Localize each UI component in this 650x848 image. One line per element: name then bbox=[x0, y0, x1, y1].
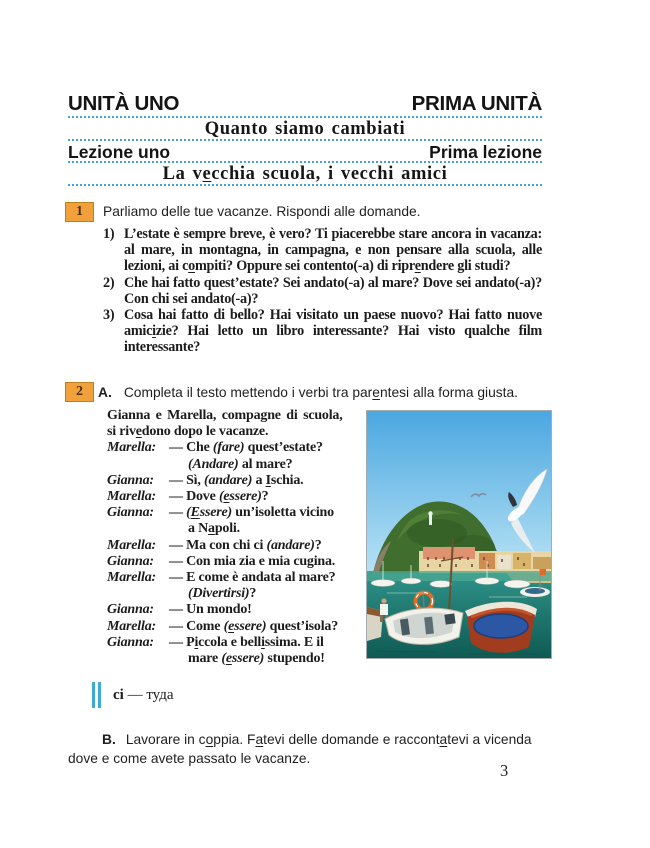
dialogue-line bbox=[169, 554, 363, 570]
text-segment: e bbox=[223, 489, 230, 505]
text-segment: quest’isola? bbox=[266, 618, 339, 634]
dialogue-row bbox=[107, 521, 363, 537]
text-segment: e bbox=[414, 258, 421, 275]
text-segment: La v bbox=[162, 164, 203, 184]
question-number: 2) bbox=[103, 274, 115, 291]
dialogue-line bbox=[169, 440, 363, 456]
text-segment: poli. bbox=[214, 521, 240, 537]
dialogue-line bbox=[169, 570, 363, 586]
text-segment: si riv bbox=[107, 424, 136, 440]
text-segment: quest’estate? bbox=[244, 440, 323, 456]
text-segment: o bbox=[205, 732, 214, 747]
text-segment: al mare? bbox=[238, 456, 293, 472]
text-segment: Cosa hai fatto di bello? Hai visitato un paese nuovo? Hai fatto nuove amic bbox=[124, 307, 542, 340]
text-segment: zie? Hai letto un libro interessante? Hai visto qualche film interessante? bbox=[124, 323, 542, 356]
text-segment: ssere) bbox=[234, 618, 267, 634]
dialogue-row bbox=[107, 586, 363, 602]
text-segment: I bbox=[265, 472, 271, 488]
text-segment: i bbox=[194, 634, 199, 650]
question-text bbox=[124, 307, 542, 356]
dialogue-line bbox=[169, 505, 363, 521]
exercise2b-instruction bbox=[68, 732, 532, 766]
text-segment: Gianna e Marella, compagne di scuola, bbox=[107, 408, 343, 423]
text-segment: (andare) bbox=[203, 472, 253, 488]
dialogue-row bbox=[107, 505, 363, 521]
text-segment: stupendo! bbox=[264, 651, 325, 667]
note-bar-icon bbox=[92, 682, 101, 708]
text-segment: — Dove bbox=[169, 489, 219, 505]
text-segment: a bbox=[255, 732, 264, 747]
rowboat-engine bbox=[444, 613, 455, 624]
note-translation: туда bbox=[146, 686, 174, 703]
text-segment: mare bbox=[188, 651, 222, 667]
exercise-number-badge: 1 bbox=[65, 202, 94, 222]
house bbox=[513, 553, 531, 569]
dialogue-line bbox=[169, 651, 363, 667]
lesson-title-left: Lezione uno bbox=[68, 142, 171, 162]
exercise2a-instruction bbox=[124, 385, 518, 400]
dialogue-line bbox=[169, 457, 363, 473]
text-segment: — Un mondo! bbox=[169, 602, 252, 618]
text-segment: ( bbox=[186, 505, 191, 521]
text-segment: i bbox=[261, 634, 265, 650]
dialogue-line bbox=[169, 489, 363, 505]
text-segment: ( bbox=[223, 618, 229, 634]
exercise2a-instruction-row bbox=[98, 385, 543, 400]
lesson-subtitle bbox=[68, 164, 542, 185]
text-segment: ( bbox=[218, 489, 224, 505]
orange-flag bbox=[540, 569, 546, 575]
vocabulary-note bbox=[92, 682, 174, 708]
dialogue-line bbox=[169, 586, 363, 602]
text-segment: (andare) bbox=[266, 537, 315, 553]
text-segment: Lavorare in c bbox=[125, 732, 206, 747]
question-item bbox=[103, 307, 542, 356]
dotted-divider bbox=[68, 161, 542, 163]
dialogue-speaker bbox=[107, 651, 169, 667]
text-segment: — Ma con chi ci bbox=[169, 537, 267, 553]
page-number: 3 bbox=[500, 761, 509, 780]
text-segment: mpiti? Oppure sei contento(-a) di ripr bbox=[194, 258, 415, 275]
text-segment: ppia. F bbox=[213, 732, 256, 747]
text-segment: (Andare) bbox=[188, 456, 239, 472]
dialogue-list bbox=[107, 440, 363, 667]
dialogue-line bbox=[169, 473, 363, 489]
text-segment: L’estate è sempre breve, è vero? Ti piacerebbe stare ancora in vacanza: al mare, in montagna, in campagna, e non pensare alla scuola, alle lezioni, ai c bbox=[124, 226, 542, 275]
note-term: ci bbox=[113, 686, 124, 703]
harbor-photo bbox=[366, 410, 552, 659]
harbor-photo-illustration bbox=[367, 411, 551, 658]
text-segment: ? bbox=[261, 489, 269, 505]
exercise2b-instruction-row bbox=[68, 731, 544, 768]
text-segment: — Che bbox=[169, 440, 213, 456]
shallow-water bbox=[367, 571, 551, 581]
dotted-divider bbox=[68, 116, 542, 118]
dialogue-speaker: Gianna: bbox=[107, 505, 154, 521]
question-number: 3) bbox=[103, 307, 115, 324]
text-segment: (fare) bbox=[212, 440, 245, 456]
text-segment: cchia scuola, i vecchi amici bbox=[211, 164, 448, 184]
exercise2b-label: B. bbox=[102, 732, 116, 747]
text-segment: a bbox=[208, 521, 215, 537]
dialogue-intro-line bbox=[107, 408, 363, 424]
dialogue-line bbox=[169, 538, 363, 554]
lesson-title-right: Prima lezione bbox=[429, 142, 542, 162]
text-segment: e bbox=[225, 651, 232, 667]
text-segment: e bbox=[372, 385, 380, 400]
text-segment: e bbox=[202, 164, 212, 184]
text-segment: un’isoletta vicino bbox=[231, 505, 334, 521]
text-segment: o bbox=[188, 258, 195, 275]
dialogue-row bbox=[107, 489, 363, 505]
text-segment: — bbox=[169, 505, 187, 521]
question-text bbox=[124, 226, 542, 275]
dialogue-speaker bbox=[107, 521, 169, 537]
dialogue-row bbox=[107, 554, 363, 570]
dialogue-row bbox=[107, 473, 363, 489]
text-segment: ssere) bbox=[199, 505, 232, 521]
text-segment: a bbox=[252, 472, 266, 488]
text-segment: tevi delle domande e raccont bbox=[263, 732, 440, 747]
text-segment: dono dopo le vacanze. bbox=[141, 424, 269, 440]
unit-subtitle: Quanto siamo cambiati bbox=[204, 119, 406, 139]
dialogue-row bbox=[107, 602, 363, 618]
unit-title-right: PRIMA UNITÀ bbox=[411, 92, 542, 115]
house bbox=[533, 557, 551, 569]
text-segment: ? bbox=[314, 537, 322, 553]
dialogue-column bbox=[107, 408, 363, 667]
dialogue-speaker: Marella: bbox=[107, 537, 156, 553]
text-segment: Che hai fatto quest’estate? Sei andato(-a) al mare? Dove sei andato(-a)? Con chi sei andato(-a)? bbox=[124, 274, 542, 307]
text-segment: — Sì, bbox=[169, 472, 204, 488]
dialogue-speaker: Gianna: bbox=[107, 553, 154, 569]
text-segment: ccola e bell bbox=[198, 634, 262, 650]
dialogue-row bbox=[107, 635, 363, 651]
exercise-number-badge: 2 bbox=[65, 382, 94, 402]
dialogue-row bbox=[107, 440, 363, 456]
text-segment: — E come è andata al mare? bbox=[169, 570, 336, 586]
dialogue-line bbox=[169, 602, 363, 618]
text-segment: a bbox=[439, 732, 448, 747]
text-segment: ssima. E il bbox=[264, 634, 324, 650]
text-segment: ssere) bbox=[229, 489, 262, 505]
dialogue-speaker: Marella: bbox=[107, 440, 156, 456]
dialogue-row bbox=[107, 538, 363, 554]
dialogue-intro-line bbox=[107, 424, 363, 440]
dialogue-speaker: Gianna: bbox=[107, 634, 154, 650]
text-segment: i bbox=[152, 323, 156, 340]
unit-header-row bbox=[68, 92, 542, 116]
note-text bbox=[113, 687, 174, 704]
question-item bbox=[103, 226, 542, 275]
text-segment: ndere gli studi? bbox=[420, 258, 511, 275]
exercise1-question-list bbox=[103, 226, 542, 356]
dialogue-line bbox=[169, 635, 363, 651]
dotted-divider bbox=[68, 184, 542, 186]
dotted-divider bbox=[68, 139, 542, 141]
text-segment: ssere) bbox=[231, 651, 265, 667]
text-segment: ? bbox=[249, 586, 257, 602]
dialogue-speaker: Gianna: bbox=[107, 472, 154, 488]
dialogue-row bbox=[107, 570, 363, 586]
text-segment: (Divertirsi) bbox=[188, 586, 250, 602]
lesson-header-row bbox=[68, 142, 542, 163]
unit-title-left: UNITÀ UNO bbox=[68, 92, 180, 115]
house bbox=[497, 555, 511, 569]
question-text bbox=[124, 275, 542, 307]
exercise2a-label: A. bbox=[98, 385, 112, 400]
exercise1-instruction: Parliamo delle tue vacanze. Rispondi alle domande. bbox=[103, 204, 421, 219]
statue-top bbox=[428, 511, 432, 515]
text-segment: schia. bbox=[270, 472, 304, 488]
text-segment: — Con mia zia e mia cugina. bbox=[169, 553, 336, 569]
question-item bbox=[103, 275, 542, 307]
text-segment: e bbox=[228, 618, 235, 634]
text-segment: tevi a vicenda dove e come avete passato le vacanze. bbox=[68, 732, 532, 766]
dialogue-row bbox=[107, 651, 363, 667]
dialogue-row bbox=[107, 619, 363, 635]
dialogue-line bbox=[169, 521, 363, 537]
dialogue-speaker: Marella: bbox=[107, 489, 156, 505]
dialogue-speaker: Gianna: bbox=[107, 602, 154, 618]
text-segment: ntesi alla forma giusta. bbox=[379, 385, 519, 400]
dialogue-speaker: Marella: bbox=[107, 618, 156, 634]
dialogue-speaker bbox=[107, 457, 169, 473]
text-segment: a N bbox=[188, 521, 209, 537]
dialogue-row bbox=[107, 457, 363, 473]
question-number: 1) bbox=[103, 226, 115, 242]
text-segment: E bbox=[190, 505, 200, 521]
text-segment: — Come bbox=[169, 618, 224, 634]
text-segment: e bbox=[135, 424, 142, 440]
text-segment: ( bbox=[221, 651, 226, 667]
small-boat-interior bbox=[525, 588, 545, 594]
dialogue-speaker bbox=[107, 586, 169, 602]
note-dash: — bbox=[127, 686, 143, 703]
text-segment: — P bbox=[169, 634, 195, 650]
dialogue-line bbox=[169, 619, 363, 635]
statue bbox=[429, 515, 432, 525]
dialogue-speaker: Marella: bbox=[107, 570, 156, 586]
text-segment: Completa il testo mettendo i verbi tra par bbox=[123, 385, 373, 400]
